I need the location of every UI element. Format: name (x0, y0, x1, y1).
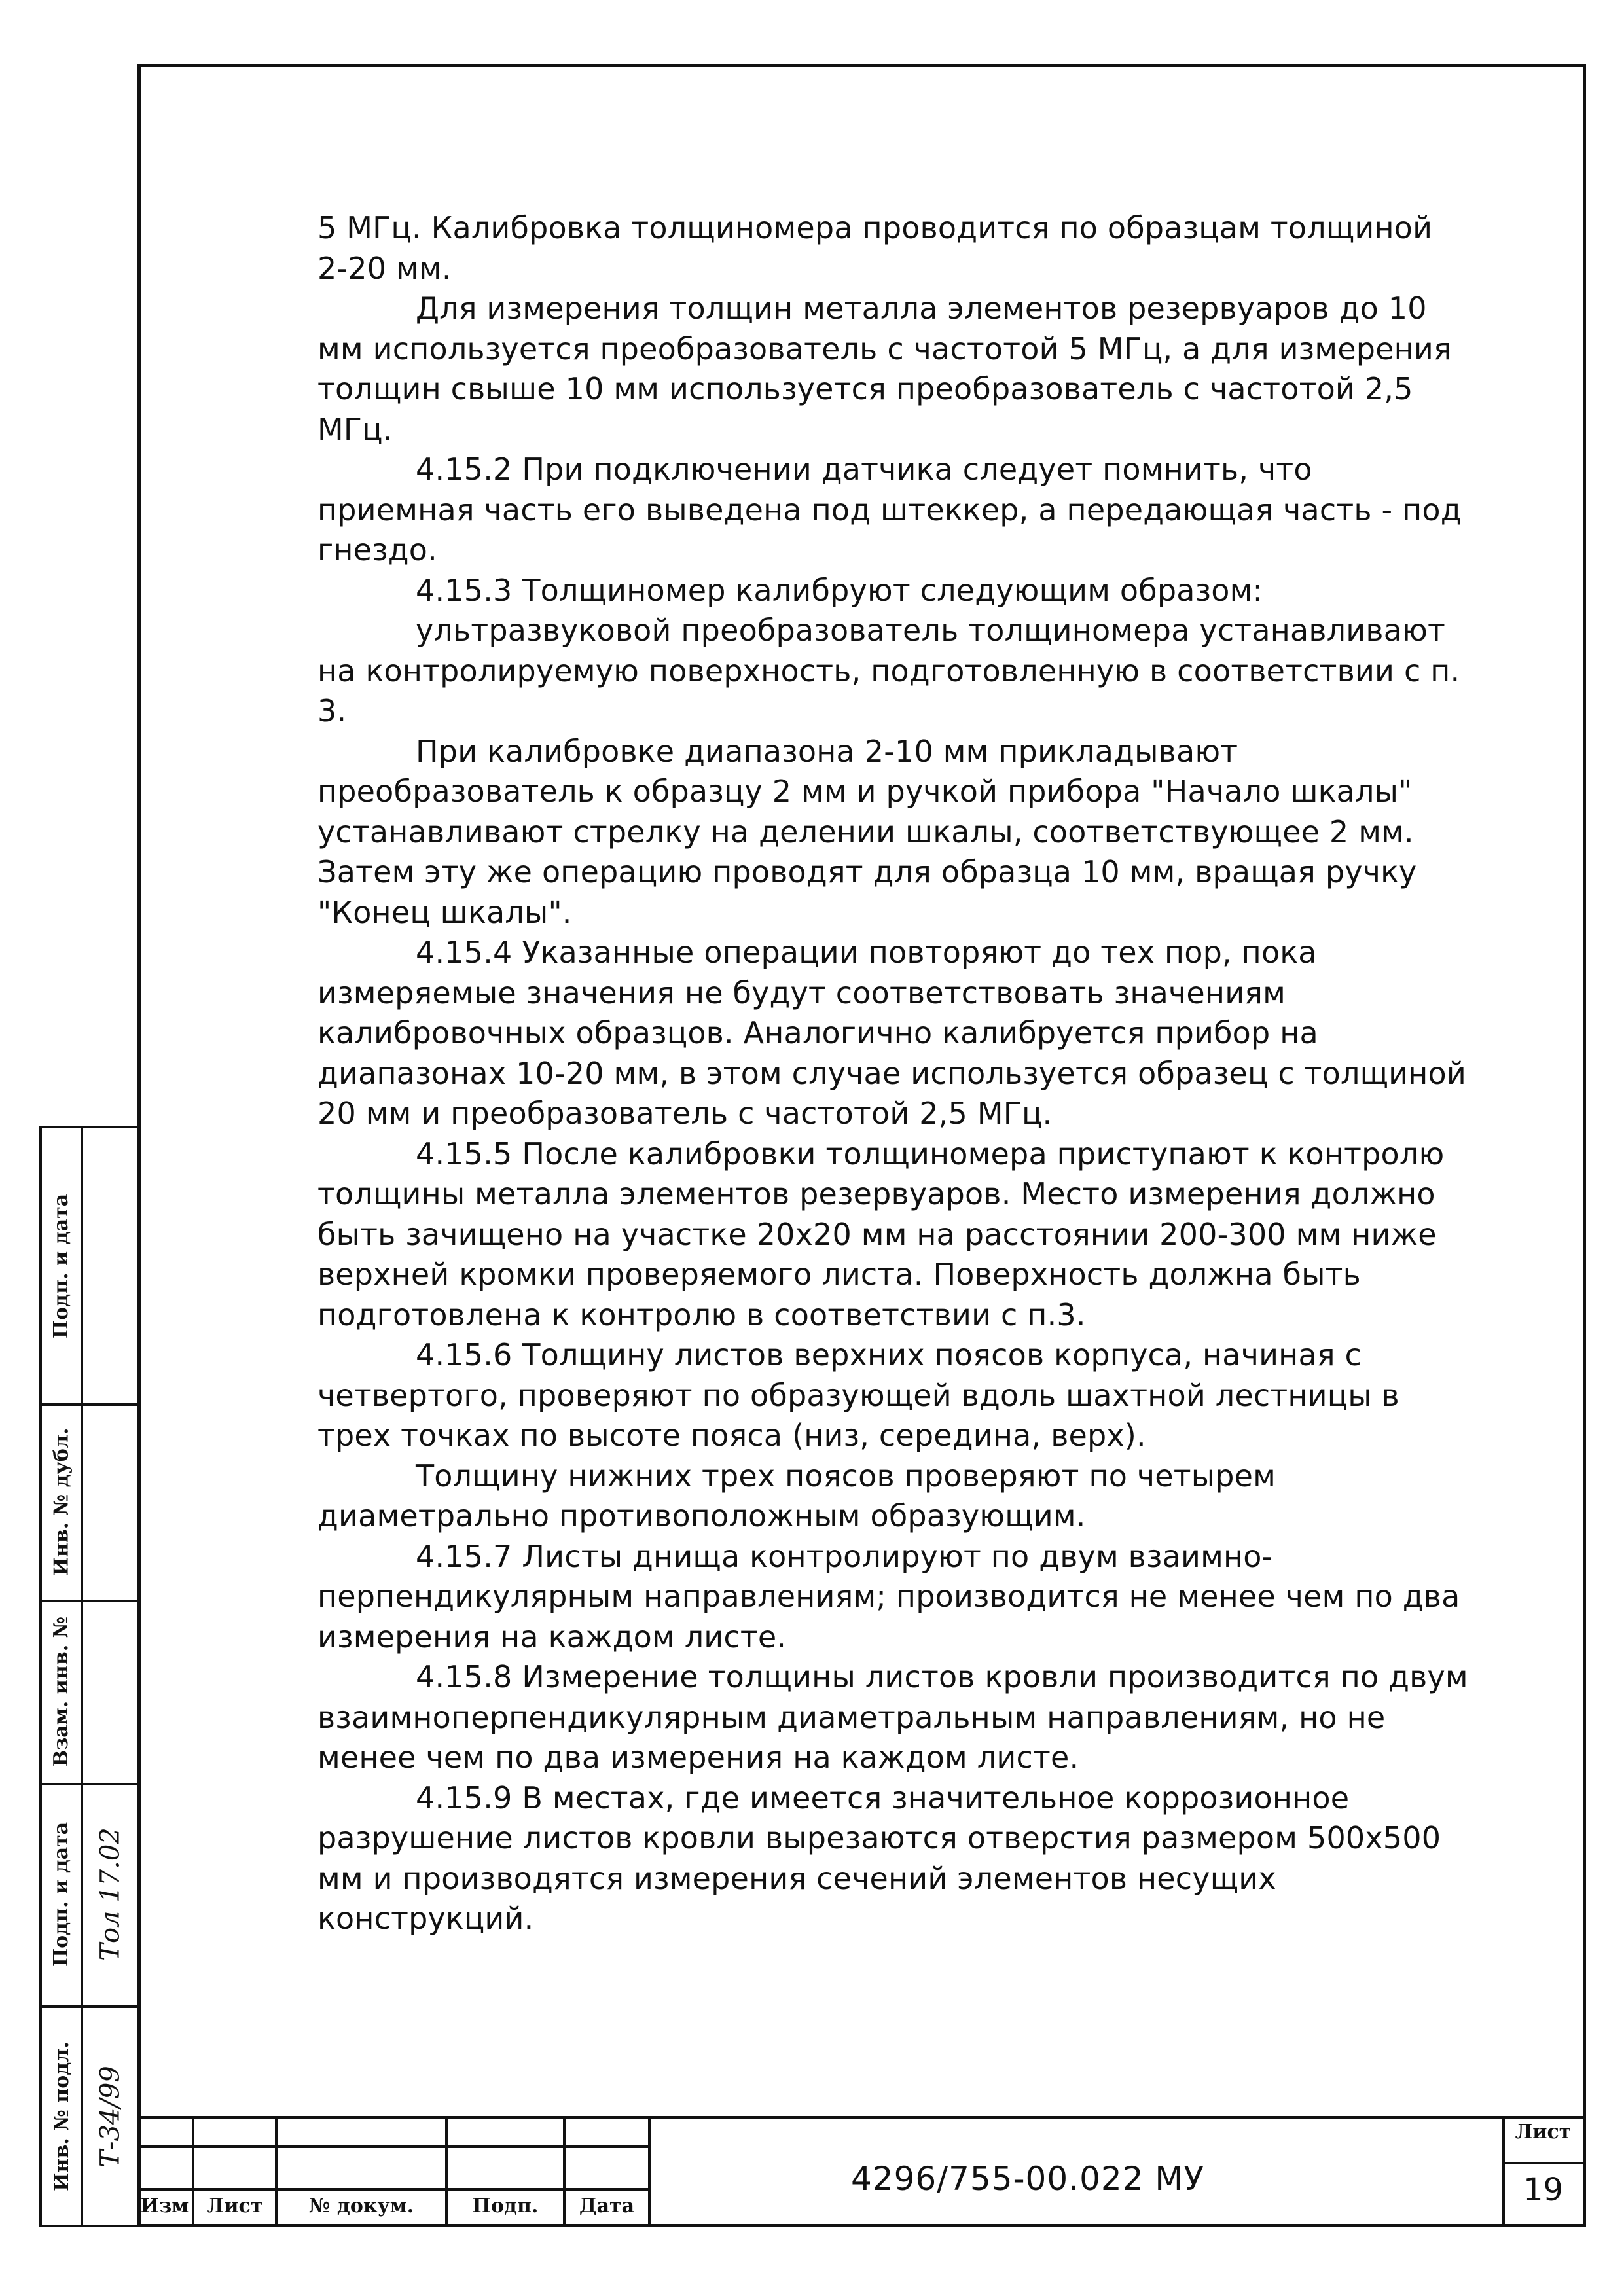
handwritten-signature-date (83, 1783, 138, 2005)
strip-label-text: Подп. и дата (50, 1821, 73, 1967)
stamp-col-document: № докум. (308, 2195, 414, 2217)
document-body (317, 208, 1470, 1939)
body-paragraph: 4.15.8 Измерение толщины листов кровли производится по двум взаимноперпендикулярным диаметральным направлениям, но не менее чем по два измерения на каждом листе. (317, 1659, 1468, 1775)
title-block-row-line (137, 2145, 648, 2148)
document-code: 4296/755-00.022 МУ (850, 2160, 1205, 2198)
title-block-top-line (137, 2116, 1586, 2119)
body-paragraph: 4.15.6 Толщину листов верхних поясов корпуса, начиная с четвертого, проверяют по образующей вдоль шахтной лестницы в трех точках по высоте пояса (низ, середина, верх). (317, 1337, 1399, 1453)
strip-label-sign-date-top (42, 1128, 81, 1403)
strip-label-text: Инв. № дубл. (50, 1427, 73, 1575)
side-stamp-strip (39, 1126, 137, 2227)
handwritten-text: Тол 17.02 (96, 1827, 126, 1961)
handwritten-inventory-number (83, 2005, 138, 2227)
strip-label-replace-inventory (42, 1600, 81, 1783)
body-paragraph: 4.15.5 После калибровки толщиномера приступают к контролю толщины металла элементов резервуаров. Место измерения должно быть зачищено на участке 20х20 мм на расстоянии 200-300 мм ниже верхней кромки проверяемого листа. Поверхность должна быть подготовлена к контролю в соответствии с п.3. (317, 1136, 1445, 1333)
body-paragraph: 4.15.4 Указанные операции повторяют до тех пор, пока измеряемые значения не будут соответствовать значениям калибровочных образцов. Аналогично калибруется прибор на диапазонах 10-20 мм, в этом случае используется образец с толщиной 20 мм и преобразователь с частотой 2,5 МГц. (317, 935, 1466, 1131)
stamp-col-change: Изм (140, 2195, 189, 2217)
strip-label-original-inventory (42, 2005, 81, 2227)
body-paragraph: Толщину нижних трех поясов проверяют по четырем диаметрально противоположным образующим. (317, 1458, 1276, 1534)
strip-label-text: Инв. № подл. (50, 2041, 73, 2191)
sheet-cell-divider (1502, 2162, 1586, 2164)
body-paragraph: 4.15.7 Листы днища контролируют по двум взаимно-перпендикулярным направлениям; производится не менее чем по два измерения на каждом листе. (317, 1538, 1460, 1655)
sheet-number: 19 (1523, 2172, 1564, 2208)
strip-label-sign-date-bottom (42, 1783, 81, 2005)
stamp-col-sheet: Лист (206, 2195, 263, 2217)
strip-label-dup-inventory (42, 1403, 81, 1600)
stamp-col-date: Дата (579, 2195, 635, 2217)
title-block-row-line (137, 2188, 648, 2191)
stamp-col-signature: Подп. (472, 2195, 539, 2217)
handwritten-text: Т-34/99 (96, 2065, 126, 2168)
sheet-label: Лист (1515, 2121, 1572, 2144)
body-paragraph: 4.15.9 В местах, где имеется значительное коррозионное разрушение листов кровли вырезаются отверстия размером 500х500 мм и производятся измерения сечений элементов несущих конструкций. (317, 1780, 1441, 1936)
body-paragraph: При калибровке диапазона 2-10 мм прикладывают преобразователь к образцу 2 мм и ручкой прибора "Начало шкалы" устанавливают стрелку на делении шкалы, соответствующее 2 мм. Затем эту же операцию проводят для образца 10 мм, вращая ручку "Конец шкалы". (317, 733, 1417, 930)
body-paragraph: Для измерения толщин металла элементов резервуаров до 10 мм используется преобразователь с частотой 5 МГц, а для измерения толщин свыше 10 мм используется преобразователь с частотой 2,5 МГц. (317, 291, 1452, 447)
strip-label-text: Взам. инв. № (50, 1616, 73, 1767)
body-paragraph: 4.15.2 При подключении датчика следует помнить, что приемная часть его выведена под штеккер, а передающая часть - под гнездо. (317, 452, 1462, 567)
body-paragraph: 5 МГц. Калибровка толщиномера проводится по образцам толщиной 2-20 мм. (317, 210, 1433, 286)
body-paragraph: ультразвуковой преобразователь толщиномера устанавливают на контролируемую поверхность, подготовленную в соответствии с п. 3. (317, 613, 1460, 728)
title-block-col-line (648, 2116, 651, 2227)
body-paragraph: 4.15.3 Толщиномер калибруют следующим образом: (416, 572, 1263, 608)
strip-label-text: Подп. и дата (50, 1193, 73, 1338)
